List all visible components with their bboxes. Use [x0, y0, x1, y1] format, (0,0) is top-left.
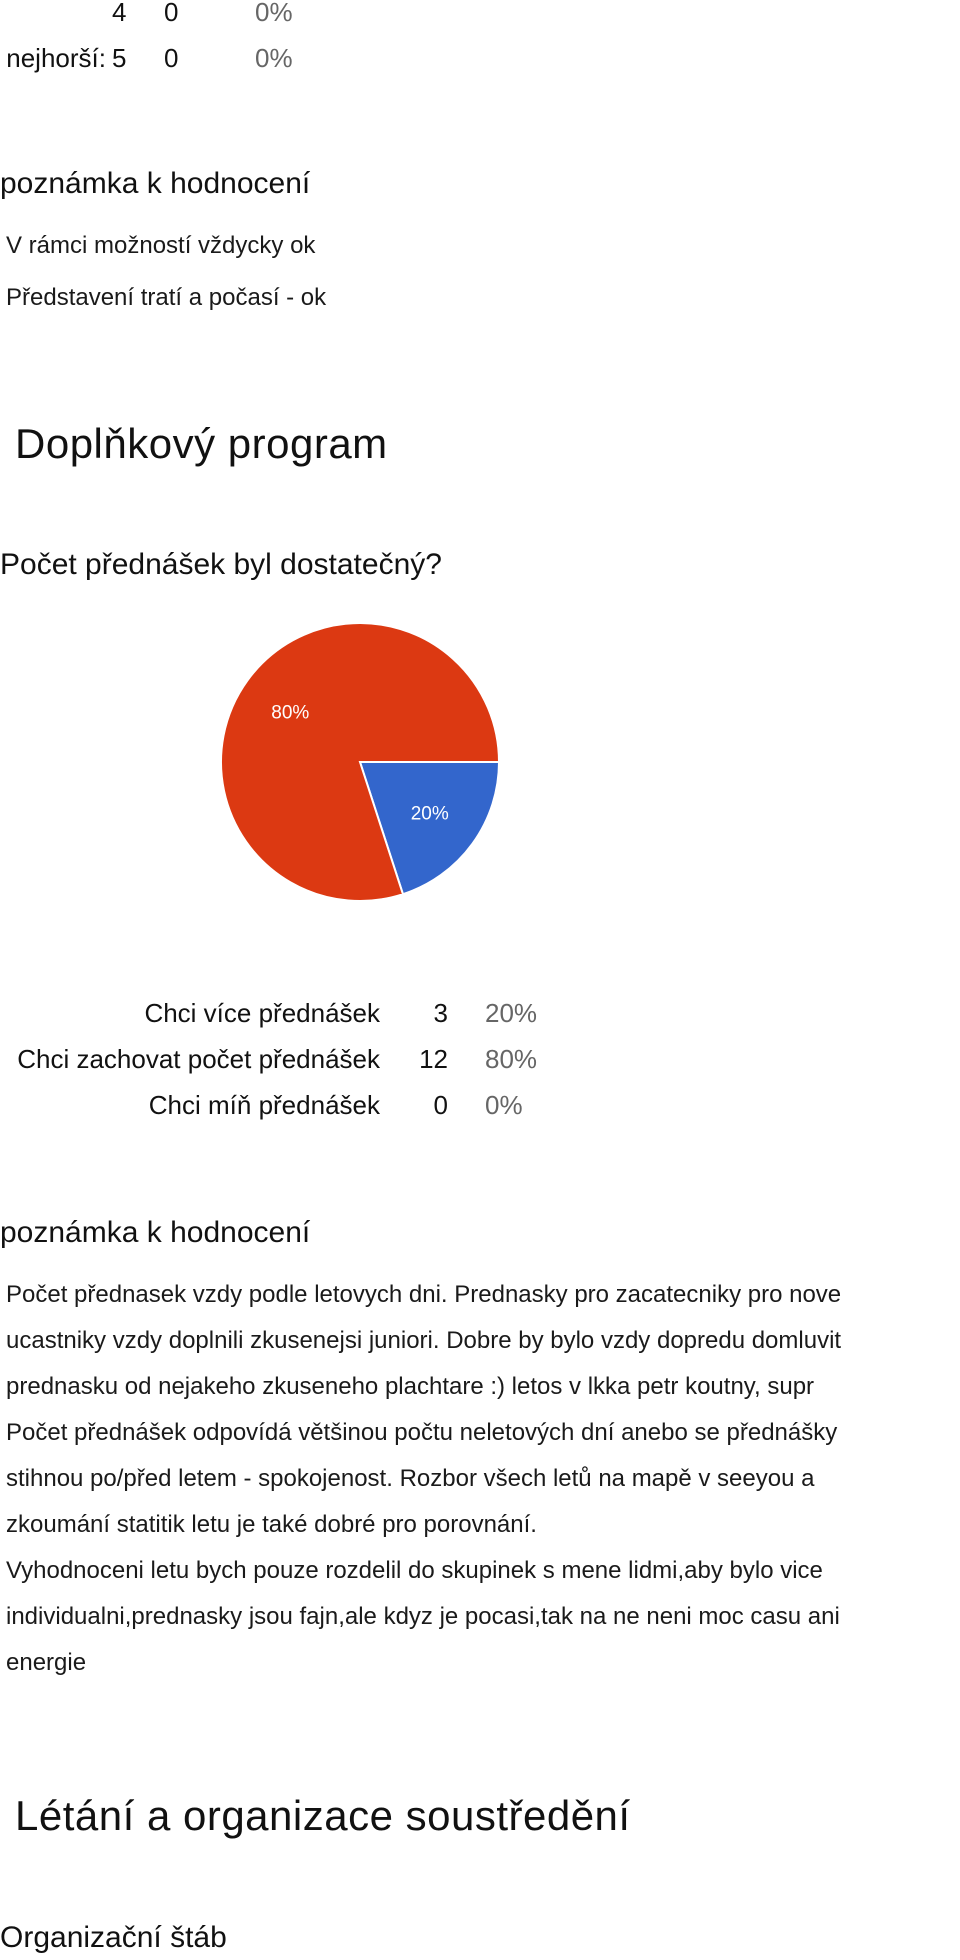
- top-row-num: 4: [112, 0, 127, 27]
- summary-row-count: 0: [433, 1090, 448, 1120]
- note2-line: zkoumání statitik letu je také dobré pro porovnání.: [6, 1511, 537, 1538]
- top-row-label: nejhorší:: [6, 43, 106, 73]
- top-row-count: 0: [164, 0, 179, 27]
- note1-line: V rámci možností vždycky ok: [6, 232, 316, 259]
- summary-row-count: 12: [419, 1044, 448, 1074]
- top-row-count: 0: [164, 43, 179, 73]
- note2-line: Počet přednášek odpovídá většinou počtu neletových dní anebo se přednášky: [6, 1419, 838, 1446]
- summary-row-pct: 0%: [485, 1090, 523, 1120]
- top-row-pct: 0%: [255, 43, 293, 73]
- note2-body: [6, 1272, 841, 1686]
- summary-row-label: Chci míň přednášek: [148, 1090, 380, 1120]
- summary-row-pct: 80%: [485, 1044, 538, 1074]
- note2-line: prednasku od nejakeho zkuseneho plachtare :) letos v lkka petr koutny, supr: [6, 1373, 815, 1400]
- subsection-title: Organizační štáb: [0, 1921, 227, 1954]
- note2-title: poznámka k hodnocení: [0, 1216, 311, 1249]
- note1-line: Představení tratí a počasí - ok: [6, 284, 327, 311]
- note1-title: poznámka k hodnocení: [0, 167, 311, 200]
- summary-row-label: Chci více přednášek: [144, 998, 380, 1028]
- note2-line: energie: [6, 1649, 87, 1676]
- pie-slice-label: 80%: [271, 702, 310, 724]
- note2-line: individualni,prednasky jsou fajn,ale kdyz je pocasi,tak na ne neni moc casu ani: [6, 1603, 840, 1630]
- summary-row-pct: 20%: [485, 998, 538, 1028]
- question-title: Počet přednášek byl dostatečný?: [0, 548, 442, 581]
- top-row-num: 5: [112, 43, 127, 73]
- note2-line: ucastniky vzdy doplnili zkusenejsi juniori. Dobre by bylo vzdy dopredu domluvit: [6, 1327, 842, 1354]
- summary-row-label: Chci zachovat počet přednášek: [17, 1044, 380, 1074]
- top-row-pct: 0%: [255, 0, 293, 27]
- pie-chart: [0, 600, 960, 920]
- note2-line: Počet přednasek vzdy podle letovych dni. Prednasky pro zacatecniky pro nove: [6, 1281, 842, 1308]
- pie-slice-label: 20%: [410, 803, 449, 825]
- note2-line: stihnou po/před letem - spokojenost. Rozbor všech letů na mapě v seeyou a: [6, 1465, 815, 1492]
- section-title-doplnkovy-program: Doplňkový program: [15, 420, 388, 467]
- summary-row-count: 3: [433, 998, 448, 1028]
- section-title-letani: Létání a organizace soustředění: [15, 1792, 631, 1839]
- note2-line: Vyhodnoceni letu bych pouze rozdelil do skupinek s mene lidmi,aby bylo vice: [6, 1557, 823, 1584]
